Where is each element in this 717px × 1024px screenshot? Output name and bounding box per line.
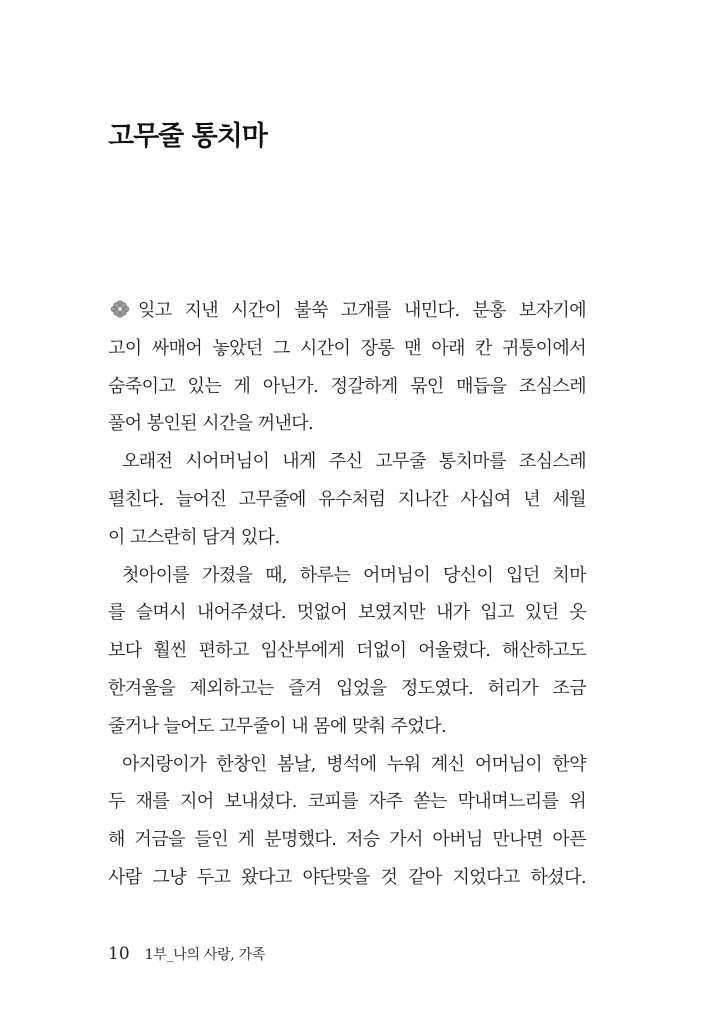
text-line: 고이 싸매어 놓았던 그 시간이 장롱 맨 아래 칸 귀퉁이에서 <box>108 337 586 359</box>
essay-body <box>108 292 586 897</box>
text-line: 숨죽이고 있는 게 아닌가. 정갈하게 묶인 매듭을 조심스레 <box>108 375 586 397</box>
text-line: 이 고스란히 담겨 있다. <box>108 526 280 548</box>
text-line: 오래전 시어머님이 내게 주신 고무줄 통치마를 조심스레 <box>122 451 586 473</box>
flower-icon <box>108 294 132 312</box>
text-line: 한겨울을 제외하고는 즐겨 입었을 정도였다. 허리가 조금 <box>108 677 586 699</box>
running-head: 1부_나의 사랑, 가족 <box>144 947 266 963</box>
text-line-content: 잊고 지낸 시간이 불쑥 고개를 내민다. 분홍 보자기에 <box>138 300 586 321</box>
chapter-title: 고무줄 통치마 <box>108 121 267 152</box>
text-line: 풀어 봉인된 시간을 꺼낸다. <box>108 413 314 435</box>
text-line: 아지랑이가 한창인 봄날, 병석에 누워 계신 어머님이 한약 <box>122 753 586 775</box>
text-line: 펼친다. 늘어진 고무줄에 유수처럼 지나간 사십여 년 세월 <box>108 488 586 510</box>
text-line: 두 재를 지어 보내셨다. 코피를 자주 쏟는 막내며느리를 위 <box>108 791 586 813</box>
text-line <box>108 292 586 330</box>
text-line: 를 슬며시 내어주셨다. 멋없어 보였지만 내가 입고 있던 옷 <box>108 602 586 624</box>
text-line: 보다 훨씬 편하고 임산부에게 더없이 어울렸다. 해산하고도 <box>108 640 586 662</box>
text-line: 줄거나 늘어도 고무줄이 내 몸에 맞춰 주었다. <box>108 715 447 737</box>
page-footer <box>108 944 265 964</box>
text-line: 사람 그냥 두고 왔다고 야단맞을 것 같아 지었다고 하셨다. <box>108 866 586 888</box>
page-number: 10 <box>108 944 130 964</box>
text-line: 해 거금을 들인 게 분명했다. 저승 가서 아버님 만나면 아픈 <box>108 829 586 851</box>
text-line: 첫아이를 가졌을 때, 하루는 어머님이 당신이 입던 치마 <box>122 564 586 586</box>
